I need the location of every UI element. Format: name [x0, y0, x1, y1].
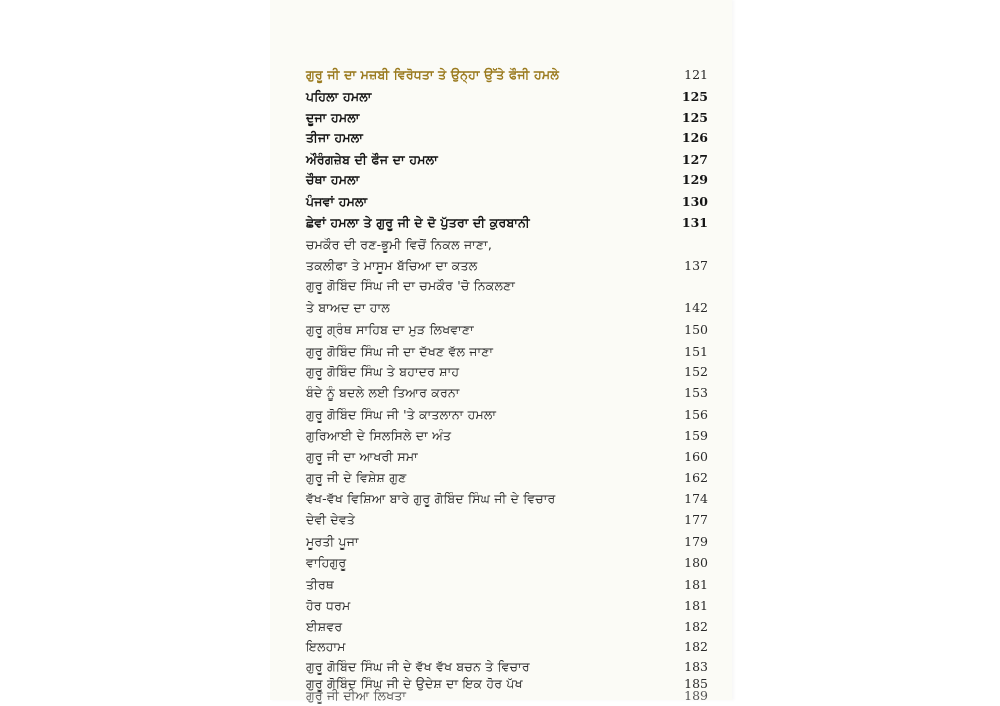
- toc-entry-page: 174: [684, 491, 708, 506]
- toc-entry-page: 126: [681, 130, 708, 145]
- toc-entry-page: 137: [684, 258, 708, 273]
- toc-entry-title: ਦੂਜਾ ਹਮਲਾ: [306, 110, 360, 125]
- toc-entry-title: ਤੀਜਾ ਹਮਲਾ: [306, 130, 363, 145]
- toc-entry-page: 183: [684, 659, 708, 674]
- toc-entry-title: ਵਾਹਿਗੁਰੂ: [306, 555, 347, 570]
- toc-entry-title: ਗੁਰੂ ਗੋਬਿੰਦ ਸਿੰਘ ਜੀ ਦੇ ਵੱਖ ਵੱਖ ਬਚਨ ਤੇ ਵਿਚਾਰ: [306, 659, 530, 674]
- toc-entry: [0, 128, 1000, 148]
- toc-entry: [0, 532, 1000, 552]
- toc-entry: [0, 468, 1000, 488]
- toc-entry-title: ਗੁਰੂ ਗੋਬਿੰਦ ਸਿੰਘ ਜੀ ਦਾ ਚਮਕੌਰ 'ਚੋ ਨਿਕਲਣਾ: [306, 278, 516, 293]
- toc-entry-title: ਔਰੰਗਜ਼ੇਬ ਦੀ ਫੌਜ ਦਾ ਹਮਲਾ: [306, 152, 438, 167]
- toc-entry-title: ਗੁਰੂ ਗੋਬਿੰਦ ਸਿੰਘ ਜੀ ਦਾ ਦੱਖਣ ਵੱਲ ਜਾਣਾ: [306, 344, 494, 359]
- toc-entry-page: 182: [684, 639, 708, 654]
- toc-entry-page: 129: [681, 172, 708, 187]
- toc-entry: [0, 617, 1000, 637]
- toc-entry-title: ਗੁਰਿਆਈ ਦੇ ਸਿਲਸਿਲੇ ਦਾ ਅੰਤ: [306, 428, 452, 443]
- toc-entry-page: 160: [684, 449, 708, 464]
- toc-entry: [0, 298, 1000, 318]
- toc-entry-page: 152: [684, 364, 708, 379]
- toc-entry-page: 130: [681, 194, 708, 209]
- toc-entry-title: ਗੁਰੂ ਗੋਬਿੰਦ ਸਿੰਘ ਜੀ ਦੇ ਉਦੇਸ਼ ਦਾ ਇਕ ਹੋਰ ਪੱਖ: [306, 676, 523, 691]
- toc-entry-title: ਵੱਖ-ਵੱਖ ਵਿਸ਼ਿਆ ਬਾਰੇ ਗੁਰੂ ਗੋਬਿੰਦ ਸਿੰਘ ਜੀ ਦੇ ਵਿਚਾਰ: [306, 491, 556, 506]
- toc-entry: [0, 213, 1000, 233]
- toc-entry: [0, 553, 1000, 573]
- toc-entry: [0, 596, 1000, 616]
- toc-entry-page: 151: [684, 344, 708, 359]
- toc-entry-title: ਤੇ ਬਾਅਦ ਦਾ ਹਾਲ: [306, 300, 390, 315]
- toc-entry: [0, 426, 1000, 446]
- toc-entry-title: ਪੰਜਵਾਂ ਹਮਲਾ: [306, 194, 368, 209]
- toc-entry: [0, 637, 1000, 657]
- toc-entry-page: 127: [681, 152, 708, 167]
- toc-entry: [0, 489, 1000, 509]
- toc-entry: [0, 235, 1000, 255]
- toc-entry-title: ਪਹਿਲਾ ਹਮਲਾ: [306, 89, 372, 104]
- toc-entry-page: 162: [684, 470, 708, 485]
- toc-entry-page: 156: [684, 407, 708, 422]
- toc-entry: [0, 65, 1000, 85]
- toc-entry-title: ਬੰਦੇ ਨੂੰ ਬਦਲੇ ਲਈ ਤਿਆਰ ਕਰਨਾ: [306, 385, 460, 400]
- toc-entry-title: ਗੁਰੂ ਜੀ ਦਾ ਆਖਰੀ ਸਮਾ: [306, 449, 418, 464]
- toc-entry: [0, 256, 1000, 276]
- toc-entry-title: ਹੋਰ ਧਰਮ: [306, 598, 351, 613]
- toc-entry: [0, 276, 1000, 296]
- toc-entry: [0, 320, 1000, 340]
- toc-entry-page: 179: [684, 534, 708, 549]
- toc-entry: [0, 170, 1000, 190]
- toc-entry-page: 181: [684, 598, 708, 613]
- toc-entry: [0, 362, 1000, 382]
- toc-entry-title: ਛੇਵਾਂ ਹਮਲਾ ਤੇ ਗੁਰੂ ਜੀ ਦੇ ਦੋ ਪੁੱਤਰਾ ਦੀ ਕੁਰਬਾਨੀ: [306, 215, 530, 230]
- toc-entry-title: ਈਸ਼ਵਰ: [306, 619, 343, 634]
- toc-entry-title: ਚੌਥਾ ਹਮਲਾ: [306, 172, 360, 187]
- toc-entry: [0, 383, 1000, 403]
- toc-entry: [0, 342, 1000, 362]
- toc-entry-title: ਤਕਲੀਫਾ ਤੇ ਮਾਸੂਮ ਬੱਚਿਆ ਦਾ ਕਤਲ: [306, 258, 478, 273]
- toc-entry: [0, 447, 1000, 467]
- toc-entry-title: ਮੂਰਤੀ ਪੂਜਾ: [306, 534, 359, 549]
- toc-entry-title: ਗੁਰੂ ਗੋਬਿੰਦ ਸਿੰਘ ਤੇ ਬਹਾਦਰ ਸ਼ਾਹ: [306, 364, 460, 379]
- toc-entry-page: 177: [684, 512, 708, 527]
- toc-entry: [0, 405, 1000, 425]
- toc-entry-page: 181: [684, 577, 708, 592]
- toc-entry-title: ਗੁਰੂ ਜੀ ਦੀਆ ਲਿਖਤਾ: [306, 688, 407, 703]
- toc-entry: [0, 510, 1000, 530]
- toc-entry-title: ਗੁਰੂ ਗੋਬਿੰਦ ਸਿੰਘ ਜੀ 'ਤੇ ਕਾਤਲਾਨਾ ਹਮਲਾ: [306, 407, 497, 422]
- toc-entry: [0, 150, 1000, 170]
- toc-entry-page: 125: [681, 89, 708, 104]
- toc-entry-page: 189: [684, 688, 708, 703]
- toc-entry-page: 131: [681, 215, 708, 230]
- toc-entry-title: ਗੁਰੂ ਗ੍ਰੰਥ ਸਾਹਿਬ ਦਾ ਮੁੜ ਲਿਖਵਾਣਾ: [306, 322, 474, 337]
- toc-entry-page: 159: [684, 428, 708, 443]
- toc-entry-page: 121: [684, 67, 708, 82]
- toc-entry-page: 180: [684, 555, 708, 570]
- toc-entry: [0, 192, 1000, 212]
- toc-entry-title: ਇਲਹਾਮ: [306, 639, 346, 654]
- toc-entry-page: 153: [684, 385, 708, 400]
- toc-entry-page: 182: [684, 619, 708, 634]
- toc-entry-page: 150: [684, 322, 708, 337]
- toc-entry-title: ਤੀਰਥ: [306, 577, 335, 592]
- toc-entry-title: ਗੁਰੂ ਜੀ ਦਾ ਮਜ਼ਬੀ ਵਿਰੋਧਤਾ ਤੇ ਉਨ੍ਹਾ ਉੱਤੇ ਫੌਜੀ ਹਮਲੇ: [306, 67, 559, 82]
- toc-entry-title: ਚਮਕੌਰ ਦੀ ਰਣ-ਭੂਮੀ ਵਿਚੋਂ ਨਿਕਲ ਜਾਣਾ,: [306, 237, 492, 252]
- toc-entry-title: ਦੇਵੀ ਦੇਵਤੇ: [306, 512, 356, 527]
- toc-entry-page: 142: [684, 300, 708, 315]
- toc-entry-title: ਗੁਰੂ ਜੀ ਦੇ ਵਿਸ਼ੇਸ਼ ਗੁਣ: [306, 470, 407, 485]
- toc-entry-page: 185: [684, 676, 708, 691]
- toc-entry: [0, 108, 1000, 128]
- toc-entry: [0, 686, 1000, 706]
- toc-entry: [0, 87, 1000, 107]
- toc-entry-page: 125: [681, 110, 708, 125]
- toc-entry: [0, 575, 1000, 595]
